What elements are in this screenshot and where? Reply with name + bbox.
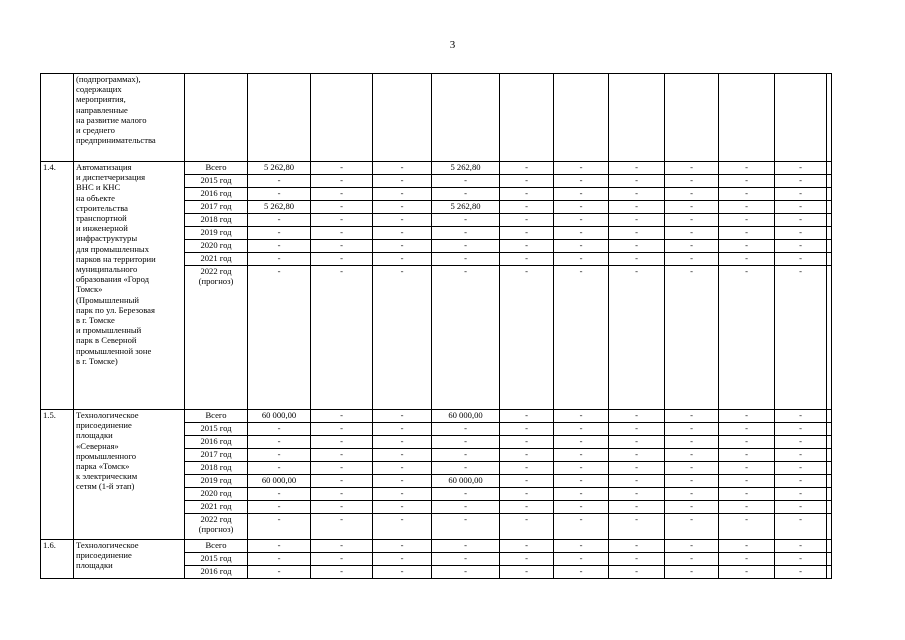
value-cell: - [554, 423, 609, 436]
value-cell: 5 262,80 [248, 201, 311, 214]
value-cell: - [500, 449, 554, 462]
value-cell: - [665, 423, 719, 436]
value-cell: - [432, 423, 500, 436]
period-cell: 2016 год [185, 566, 248, 579]
value-cell [827, 514, 832, 540]
value-cell: - [719, 253, 775, 266]
value-cell: - [665, 188, 719, 201]
value-cell: - [500, 501, 554, 514]
value-cell [311, 74, 373, 162]
value-cell: - [500, 175, 554, 188]
value-cell: - [248, 227, 311, 240]
value-cell: - [554, 214, 609, 227]
value-cell: - [719, 553, 775, 566]
value-cell: - [500, 423, 554, 436]
value-cell: - [311, 201, 373, 214]
value-cell: - [665, 240, 719, 253]
value-cell: - [609, 566, 665, 579]
value-cell [719, 74, 775, 162]
value-cell: - [775, 501, 827, 514]
value-cell: - [554, 488, 609, 501]
value-cell: 60 000,00 [432, 475, 500, 488]
value-cell: - [500, 566, 554, 579]
value-cell [827, 566, 832, 579]
value-cell: - [554, 201, 609, 214]
value-cell: - [775, 201, 827, 214]
value-cell: - [248, 188, 311, 201]
item-name: Технологическое присоединение площадки [74, 540, 185, 579]
value-cell: - [311, 266, 373, 410]
value-cell: - [248, 553, 311, 566]
value-cell: - [311, 514, 373, 540]
value-cell [827, 449, 832, 462]
value-cell: - [665, 488, 719, 501]
value-cell: - [432, 462, 500, 475]
period-cell: Всего [185, 410, 248, 423]
value-cell: - [248, 175, 311, 188]
value-cell: - [554, 449, 609, 462]
item-name: Технологическое присоединение площадки «Северная» промышленного парка «Томск» к электрическим сетям (1-й этап) [74, 410, 185, 540]
value-cell: - [248, 540, 311, 553]
value-cell: - [775, 423, 827, 436]
budget-table [40, 73, 832, 579]
value-cell: - [500, 214, 554, 227]
value-cell: - [609, 410, 665, 423]
value-cell: - [554, 266, 609, 410]
value-cell: 60 000,00 [432, 410, 500, 423]
value-cell: - [248, 436, 311, 449]
value-cell: - [719, 462, 775, 475]
value-cell: - [311, 566, 373, 579]
value-cell: - [373, 488, 432, 501]
value-cell: - [719, 423, 775, 436]
value-cell: - [609, 253, 665, 266]
value-cell: - [719, 488, 775, 501]
value-cell: - [609, 488, 665, 501]
value-cell: - [554, 410, 609, 423]
value-cell: - [432, 540, 500, 553]
value-cell: - [311, 553, 373, 566]
value-cell: - [609, 175, 665, 188]
value-cell: - [775, 227, 827, 240]
value-cell: - [609, 475, 665, 488]
value-cell: - [311, 540, 373, 553]
value-cell [827, 74, 832, 162]
value-cell: - [554, 227, 609, 240]
value-cell: - [775, 175, 827, 188]
value-cell: - [609, 501, 665, 514]
value-cell: - [373, 423, 432, 436]
value-cell: - [311, 488, 373, 501]
value-cell: - [554, 188, 609, 201]
value-cell: - [432, 266, 500, 410]
value-cell: - [775, 540, 827, 553]
value-cell: - [500, 162, 554, 175]
value-cell: - [373, 240, 432, 253]
value-cell: - [311, 162, 373, 175]
period-cell [185, 74, 248, 162]
value-cell: - [554, 436, 609, 449]
value-cell [827, 162, 832, 175]
value-cell [827, 410, 832, 423]
period-cell: 2019 год [185, 227, 248, 240]
value-cell [432, 74, 500, 162]
value-cell: - [373, 566, 432, 579]
period-cell: Всего [185, 162, 248, 175]
value-cell: - [554, 553, 609, 566]
value-cell: - [775, 410, 827, 423]
value-cell: - [719, 566, 775, 579]
value-cell: - [248, 214, 311, 227]
value-cell: 5 262,80 [248, 162, 311, 175]
value-cell: - [248, 253, 311, 266]
value-cell: - [500, 488, 554, 501]
value-cell: - [432, 501, 500, 514]
period-cell: Всего [185, 540, 248, 553]
period-cell: 2015 год [185, 423, 248, 436]
value-cell: - [719, 162, 775, 175]
value-cell: - [554, 175, 609, 188]
value-cell [827, 488, 832, 501]
value-cell: - [248, 423, 311, 436]
value-cell: - [775, 475, 827, 488]
value-cell: - [719, 501, 775, 514]
table-row [41, 410, 832, 423]
value-cell: - [248, 462, 311, 475]
value-cell: - [432, 188, 500, 201]
value-cell: - [311, 449, 373, 462]
value-cell: - [311, 410, 373, 423]
value-cell: - [432, 214, 500, 227]
value-cell: - [719, 266, 775, 410]
table-row [41, 540, 832, 553]
value-cell: - [311, 188, 373, 201]
value-cell: - [609, 449, 665, 462]
value-cell: - [609, 227, 665, 240]
value-cell: - [775, 162, 827, 175]
value-cell [665, 74, 719, 162]
value-cell: - [609, 514, 665, 540]
value-cell: - [248, 566, 311, 579]
value-cell: - [719, 175, 775, 188]
value-cell: - [719, 436, 775, 449]
value-cell [827, 436, 832, 449]
value-cell: - [665, 553, 719, 566]
value-cell [554, 74, 609, 162]
value-cell: - [665, 214, 719, 227]
value-cell: - [554, 162, 609, 175]
value-cell: - [311, 462, 373, 475]
period-cell: 2021 год [185, 501, 248, 514]
value-cell: - [373, 462, 432, 475]
value-cell: - [665, 514, 719, 540]
value-cell: - [432, 175, 500, 188]
value-cell: - [500, 553, 554, 566]
value-cell [827, 423, 832, 436]
value-cell: - [554, 566, 609, 579]
period-cell: 2022 год (прогноз) [185, 266, 248, 410]
value-cell: - [665, 227, 719, 240]
value-cell: - [373, 553, 432, 566]
value-cell: - [554, 240, 609, 253]
value-cell: - [432, 566, 500, 579]
value-cell: - [311, 214, 373, 227]
value-cell: - [554, 462, 609, 475]
value-cell [827, 553, 832, 566]
period-cell: 2020 год [185, 240, 248, 253]
period-cell: 2017 год [185, 449, 248, 462]
value-cell: - [432, 240, 500, 253]
value-cell: - [665, 566, 719, 579]
value-cell: - [373, 449, 432, 462]
value-cell: - [719, 514, 775, 540]
value-cell: - [775, 514, 827, 540]
value-cell [827, 475, 832, 488]
value-cell [827, 540, 832, 553]
value-cell: - [373, 175, 432, 188]
value-cell: - [373, 475, 432, 488]
value-cell: - [775, 566, 827, 579]
value-cell: - [373, 266, 432, 410]
value-cell: - [775, 253, 827, 266]
value-cell [827, 240, 832, 253]
period-cell: 2016 год [185, 436, 248, 449]
value-cell: - [665, 436, 719, 449]
value-cell: - [500, 462, 554, 475]
value-cell [248, 74, 311, 162]
value-cell: - [248, 240, 311, 253]
value-cell [775, 74, 827, 162]
value-cell: - [665, 540, 719, 553]
page-number: 3 [449, 39, 456, 51]
value-cell: - [373, 162, 432, 175]
value-cell: - [609, 240, 665, 253]
value-cell: 60 000,00 [248, 475, 311, 488]
value-cell [609, 74, 665, 162]
table-row [41, 162, 832, 175]
value-cell: - [665, 501, 719, 514]
value-cell: - [373, 214, 432, 227]
value-cell: - [373, 201, 432, 214]
period-cell: 2017 год [185, 201, 248, 214]
item-number: 1.5. [41, 410, 74, 540]
value-cell: - [665, 162, 719, 175]
value-cell: - [432, 553, 500, 566]
value-cell [827, 227, 832, 240]
value-cell: 5 262,80 [432, 201, 500, 214]
period-cell: 2021 год [185, 253, 248, 266]
value-cell: - [500, 266, 554, 410]
value-cell: - [775, 188, 827, 201]
value-cell: - [775, 462, 827, 475]
value-cell: - [554, 540, 609, 553]
value-cell: - [311, 475, 373, 488]
value-cell: - [554, 501, 609, 514]
value-cell: - [775, 214, 827, 227]
value-cell: - [775, 436, 827, 449]
table-row [41, 74, 832, 162]
item-number: 1.4. [41, 162, 74, 410]
value-cell: - [500, 240, 554, 253]
period-cell: 2018 год [185, 214, 248, 227]
value-cell: - [248, 488, 311, 501]
value-cell: - [719, 540, 775, 553]
value-cell: - [432, 514, 500, 540]
value-cell: - [775, 488, 827, 501]
value-cell: - [373, 540, 432, 553]
value-cell: - [311, 227, 373, 240]
value-cell [827, 253, 832, 266]
value-cell: - [500, 201, 554, 214]
value-cell: - [609, 462, 665, 475]
value-cell: - [311, 253, 373, 266]
value-cell: - [609, 540, 665, 553]
value-cell: - [719, 410, 775, 423]
value-cell: - [500, 540, 554, 553]
value-cell: - [775, 553, 827, 566]
value-cell: - [373, 410, 432, 423]
value-cell: - [248, 514, 311, 540]
period-cell: 2022 год (прогноз) [185, 514, 248, 540]
value-cell: - [775, 266, 827, 410]
value-cell: - [719, 475, 775, 488]
value-cell [827, 175, 832, 188]
value-cell: - [609, 423, 665, 436]
value-cell: - [432, 227, 500, 240]
value-cell: - [373, 514, 432, 540]
value-cell: - [775, 240, 827, 253]
value-cell [827, 266, 832, 410]
period-cell: 2019 год [185, 475, 248, 488]
value-cell: - [609, 266, 665, 410]
value-cell: - [248, 449, 311, 462]
value-cell: - [609, 214, 665, 227]
value-cell [827, 462, 832, 475]
value-cell: - [373, 188, 432, 201]
item-number: 1.6. [41, 540, 74, 579]
value-cell: - [719, 449, 775, 462]
value-cell: - [665, 266, 719, 410]
value-cell: 60 000,00 [248, 410, 311, 423]
value-cell: - [248, 266, 311, 410]
value-cell: - [609, 436, 665, 449]
value-cell: - [500, 253, 554, 266]
value-cell: - [554, 475, 609, 488]
period-cell: 2018 год [185, 462, 248, 475]
period-cell: 2016 год [185, 188, 248, 201]
value-cell: - [500, 475, 554, 488]
value-cell: - [432, 253, 500, 266]
value-cell [827, 188, 832, 201]
value-cell: - [373, 253, 432, 266]
item-number [41, 74, 74, 162]
item-name: Автоматизация и диспетчеризация ВНС и КНС на объекте строительства транспортной и инженерной инфраструктуры для промышленных парков на территории муниципального образования «Город Томск» (Промышленный парк по ул. Березовая в г. Томске и промышленный парк в Северной промышленной зоне в г. Томске) [74, 162, 185, 410]
value-cell: - [665, 475, 719, 488]
value-cell: - [248, 501, 311, 514]
value-cell: - [665, 449, 719, 462]
value-cell: - [554, 253, 609, 266]
value-cell: - [609, 162, 665, 175]
value-cell [373, 74, 432, 162]
value-cell: - [500, 188, 554, 201]
value-cell: - [665, 462, 719, 475]
value-cell: - [719, 214, 775, 227]
value-cell: - [775, 449, 827, 462]
value-cell: - [373, 227, 432, 240]
value-cell: - [609, 188, 665, 201]
value-cell [827, 501, 832, 514]
value-cell: - [719, 188, 775, 201]
value-cell: - [373, 501, 432, 514]
value-cell: - [665, 253, 719, 266]
value-cell: - [373, 436, 432, 449]
period-cell: 2015 год [185, 553, 248, 566]
value-cell: - [500, 227, 554, 240]
period-cell: 2020 год [185, 488, 248, 501]
value-cell [827, 214, 832, 227]
value-cell: - [500, 436, 554, 449]
value-cell: - [311, 501, 373, 514]
value-cell: - [500, 514, 554, 540]
value-cell: - [665, 175, 719, 188]
value-cell: 5 262,80 [432, 162, 500, 175]
value-cell: - [719, 201, 775, 214]
value-cell: - [665, 201, 719, 214]
value-cell: - [432, 436, 500, 449]
value-cell: - [311, 175, 373, 188]
period-cell: 2015 год [185, 175, 248, 188]
value-cell: - [719, 227, 775, 240]
value-cell: - [432, 488, 500, 501]
value-cell: - [609, 553, 665, 566]
value-cell: - [311, 240, 373, 253]
value-cell: - [432, 449, 500, 462]
value-cell [827, 201, 832, 214]
value-cell: - [311, 436, 373, 449]
value-cell: - [554, 514, 609, 540]
value-cell [500, 74, 554, 162]
value-cell: - [665, 410, 719, 423]
value-cell: - [500, 410, 554, 423]
value-cell: - [311, 423, 373, 436]
item-name: (подпрограммах), содержащих мероприятия, направленные на развитие малого и среднего предпринимательства [74, 74, 185, 162]
value-cell: - [609, 201, 665, 214]
value-cell: - [719, 240, 775, 253]
